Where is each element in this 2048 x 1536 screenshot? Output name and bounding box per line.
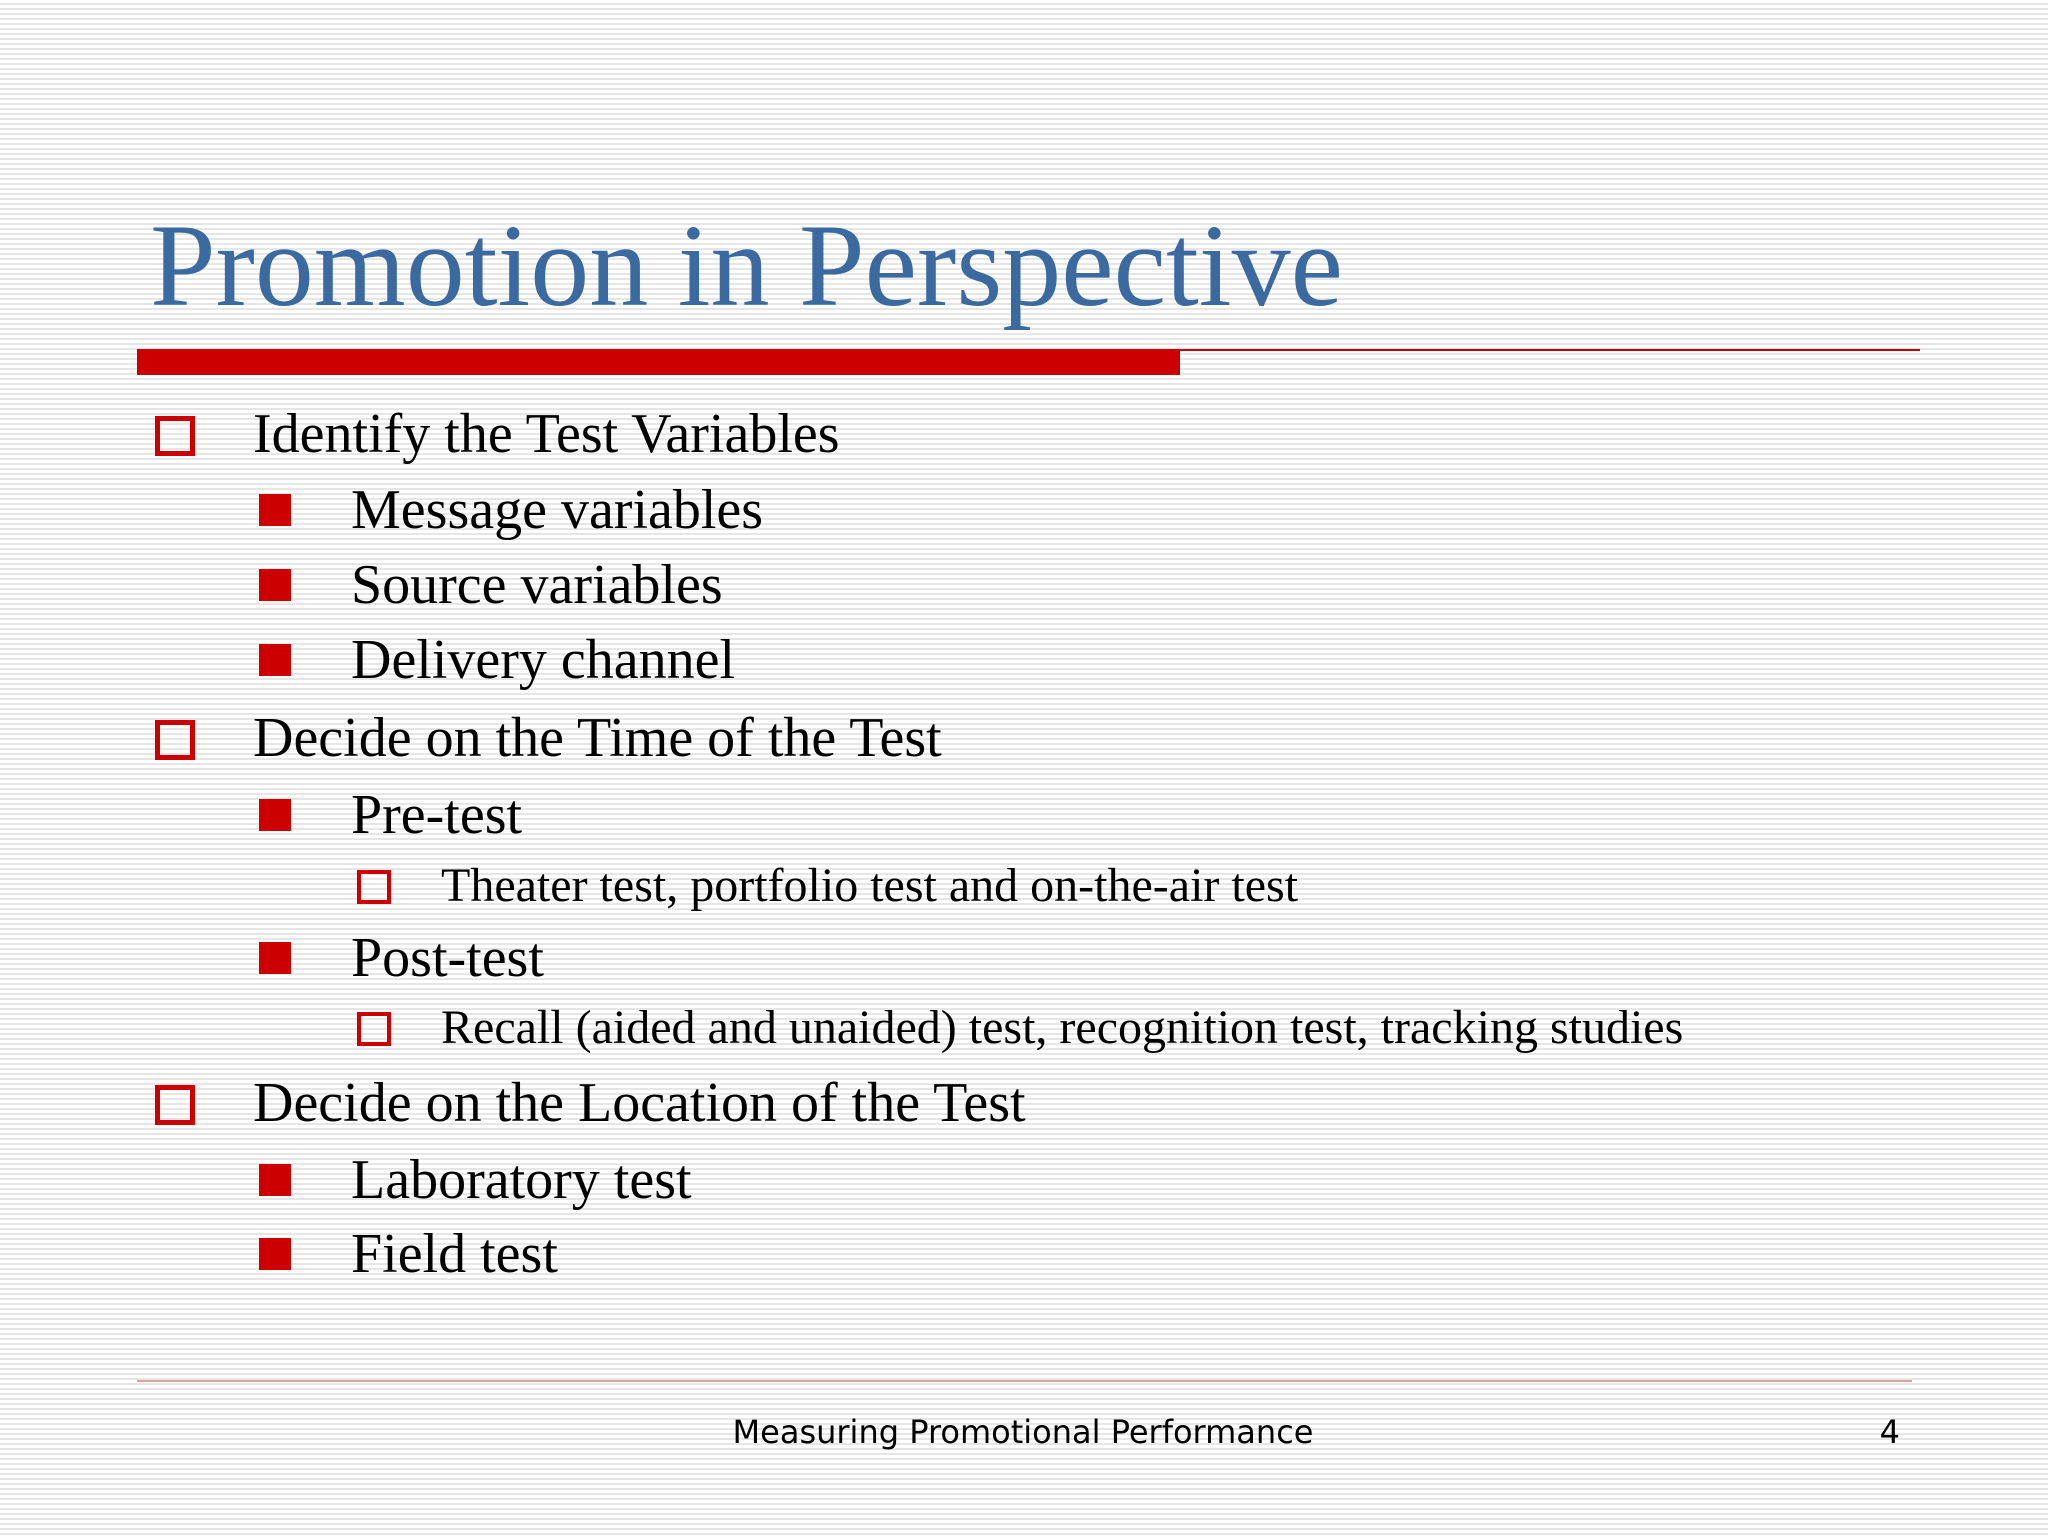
- bullet-text: Delivery channel: [351, 629, 736, 691]
- filled-square-icon: [259, 644, 291, 676]
- bullet-text: Recall (aided and unaided) test, recognition test, tracking studies: [441, 1001, 1684, 1054]
- filled-square-icon: [259, 569, 291, 601]
- filled-square-icon: [259, 1238, 291, 1270]
- bullet-text: Source variables: [351, 554, 723, 616]
- bullet-text: Post-test: [351, 927, 544, 989]
- filled-square-icon: [259, 942, 291, 974]
- slide-title: Promotion in Perspective: [150, 200, 1343, 331]
- footer-divider: [137, 1380, 1912, 1382]
- hollow-square-icon: [357, 870, 391, 904]
- bullet-text: Laboratory test: [351, 1149, 692, 1211]
- bullet-text: Identify the Test Variables: [253, 403, 840, 465]
- hollow-square-icon: [155, 720, 195, 760]
- bullet-text: Message variables: [351, 479, 764, 541]
- bullet-text: Theater test, portfolio test and on-the-air test: [441, 859, 1299, 912]
- bullet-text: Decide on the Location of the Test: [253, 1072, 1026, 1134]
- bullet-text: Decide on the Time of the Test: [253, 707, 942, 769]
- filled-square-icon: [259, 799, 291, 831]
- filled-square-icon: [259, 494, 291, 526]
- hollow-square-icon: [357, 1012, 391, 1046]
- footer-text: Measuring Promotional Performance: [732, 1413, 1314, 1451]
- hollow-square-icon: [155, 416, 195, 456]
- hollow-square-icon: [155, 1085, 195, 1125]
- bullet-text: Pre-test: [351, 784, 523, 846]
- page-number: 4: [1879, 1413, 1900, 1451]
- filled-square-icon: [259, 1164, 291, 1196]
- bullet-text: Field test: [351, 1223, 558, 1285]
